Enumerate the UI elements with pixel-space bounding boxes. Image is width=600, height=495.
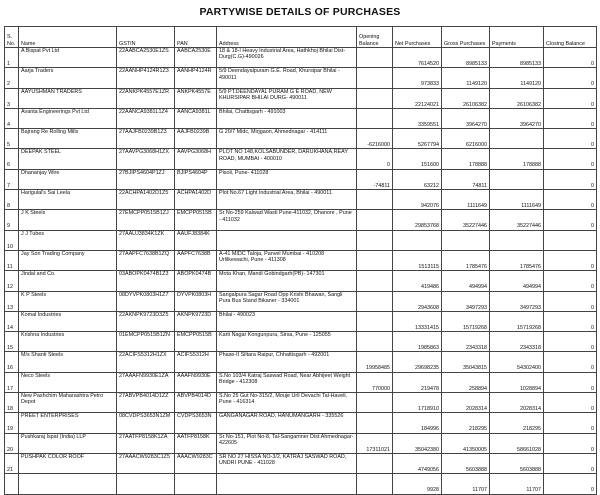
cell-pan: AAAFN9930E [175, 372, 217, 392]
cell-opening-balance [357, 230, 393, 250]
cell-sno: 6 [5, 149, 19, 169]
cell-gross-purchases: 1111649 [442, 190, 490, 210]
cell-name: PREET ENTERPRISES [19, 413, 117, 433]
cell-gstin: 27AAAFN9930E1ZA [117, 372, 175, 392]
table-row [5, 311, 597, 331]
cell-net-purchases: 419486 [393, 271, 442, 291]
cell-name: AAYUSHMAN TRADERS [19, 88, 117, 108]
cell-net-purchases: 3359551 [393, 108, 442, 128]
cell-gross-purchases: 26106382 [442, 88, 490, 108]
page-title: PARTYWISE DETAILS OF PURCHASES [199, 6, 401, 18]
cell-pan: CVDPS3653N [175, 413, 217, 433]
cell-opening-balance [357, 311, 393, 331]
cell-opening-balance [357, 88, 393, 108]
cell-gross-purchases: 258894 [442, 372, 490, 392]
table-row [5, 169, 597, 189]
cell-net-purchases: 29853768 [393, 210, 442, 230]
cell-pan: ABVPB4014D [175, 393, 217, 413]
cell-opening-balance: -74811 [357, 169, 393, 189]
cell-payments: 58661028 [490, 433, 544, 453]
cell-pan: EMCPP0515B [175, 332, 217, 352]
cell-name: K P Steels [19, 291, 117, 311]
cell-address: Bhilai, Chattisgarh - 491003 [217, 108, 357, 128]
cell-net-purchases: 1985863 [393, 332, 442, 352]
cell-opening-balance [357, 453, 393, 473]
table-row [5, 393, 597, 413]
cell-name [19, 474, 117, 494]
table-row [5, 291, 597, 311]
cell-opening-balance [357, 210, 393, 230]
cell-opening-balance: 770000 [357, 372, 393, 392]
table-row [5, 332, 597, 352]
cell-name: Harigulal's Sai Leela [19, 190, 117, 210]
cell-pan: BJIPS4604P [175, 169, 217, 189]
cell-closing-balance: 0 [544, 210, 597, 230]
cell-opening-balance [357, 332, 393, 352]
cell-gstin: 27EMCPP0515B1ZJ [117, 210, 175, 230]
cell-sno: 17 [5, 372, 19, 392]
cell-gstin: 22AKNPK9723D3Z5 [117, 311, 175, 331]
table-row [5, 250, 597, 270]
cell-closing-balance: 0 [544, 393, 597, 413]
cell-name: Aarja Traders [19, 68, 117, 88]
cell-gross-purchases: 11707 [442, 474, 490, 494]
table-row [5, 129, 597, 149]
cell-address: 5/9 Deendayalpuram G.E. Road, Khursipar Bhilai - 490011 [217, 68, 357, 88]
cell-payments: 26106382 [490, 88, 544, 108]
cell-gross-purchases: 35043815 [442, 352, 490, 372]
cell-opening-balance [357, 190, 393, 210]
cell-gross-purchases: 35227446 [442, 210, 490, 230]
table-row [5, 271, 597, 291]
cell-opening-balance: 17311021 [357, 433, 393, 453]
header-address: Address [217, 27, 357, 48]
cell-address: S.No 103/4 Katraj Saswad Road, Near Abhijeet Weight Bridge - 412308 [217, 372, 357, 392]
cell-net-purchases: 35042380 [393, 433, 442, 453]
cell-sno: 10 [5, 230, 19, 250]
cell-closing-balance: 0 [544, 291, 597, 311]
cell-closing-balance: 0 [544, 271, 597, 291]
cell-pan: ACIFS5312H [175, 352, 217, 372]
cell-payments [490, 230, 544, 250]
cell-payments: 54302400 [490, 352, 544, 372]
cell-closing-balance: 0 [544, 372, 597, 392]
cell-net-purchases: 151600 [393, 149, 442, 169]
cell-name: New Pashchim Maharashtra Petro Depot [19, 393, 117, 413]
cell-gross-purchases: 1785476 [442, 250, 490, 270]
table-header-row [5, 27, 597, 48]
cell-gstin: 22ANKPK4557E1ZR [117, 88, 175, 108]
cell-net-purchases: 4749056 [393, 453, 442, 473]
cell-sno: 8 [5, 190, 19, 210]
cell-name: Neco Steels [19, 372, 117, 392]
cell-pan: AAJFB0239B [175, 129, 217, 149]
cell-gross-purchases: 3497293 [442, 291, 490, 311]
cell-net-purchases: 63212 [393, 169, 442, 189]
cell-net-purchases: 1513115 [393, 250, 442, 270]
cell-pan: EMCPP0515B [175, 210, 217, 230]
cell-gstin: 27AATFP8158K1ZA [117, 433, 175, 453]
table-row [5, 48, 597, 68]
cell-closing-balance: 0 [544, 413, 597, 433]
cell-name: Bajrang Re Rolling Mills [19, 129, 117, 149]
cell-pan: AAPFC7638B [175, 250, 217, 270]
cell-pan: AABCA2530E [175, 48, 217, 68]
cell-opening-balance [357, 393, 393, 413]
cell-gstin: 22ACHPA1402D1Z5 [117, 190, 175, 210]
cell-closing-balance: 0 [544, 453, 597, 473]
cell-sno: 16 [5, 352, 19, 372]
cell-payments: 3964270 [490, 108, 544, 128]
cell-net-purchases: 7614520 [393, 48, 442, 68]
cell-opening-balance [357, 108, 393, 128]
cell-address: GANGANAGAR ROAD, HANUMANGARH - 335526 [217, 413, 357, 433]
cell-sno: 18 [5, 393, 19, 413]
cell-payments: 3497293 [490, 291, 544, 311]
cell-name: J K Steels [19, 210, 117, 230]
cell-closing-balance: 0 [544, 108, 597, 128]
cell-gstin: 22AANCA9381L1Z4 [117, 108, 175, 128]
cell-sno: 7 [5, 169, 19, 189]
cell-opening-balance [357, 474, 393, 494]
cell-address: 18 & 18-I Heavy Industrial Area, Hathkhoj Bhilai Dist-Durg(C.G)-490026 [217, 48, 357, 68]
cell-name: Pushkaraj Ispat (India) LLP [19, 433, 117, 453]
cell-payments: 218295 [490, 413, 544, 433]
cell-net-purchases: 22124021 [393, 88, 442, 108]
table-row [5, 108, 597, 128]
cell-closing-balance: 0 [544, 149, 597, 169]
cell-opening-balance [357, 250, 393, 270]
cell-payments: 15719268 [490, 311, 544, 331]
cell-gstin: 27BJIPS4604P1ZJ [117, 169, 175, 189]
cell-opening-balance [357, 291, 393, 311]
cell-gstin: 01EMCPP0515B1ZN [117, 332, 175, 352]
cell-sno: 2 [5, 68, 19, 88]
cell-payments: 2028314 [490, 393, 544, 413]
cell-address: Sr No-151, Plot No-8, Tal-Sangamner Dist.Ahmednagar- 422605 [217, 433, 357, 453]
cell-pan: ACHPA1402D [175, 190, 217, 210]
cell-name: M/s Shanti Steels [19, 352, 117, 372]
cell-address: A-41 MIDC Taloja, Panvel Mumbai - 410208 Urlilkewachi, Pune - 411308 [217, 250, 357, 270]
cell-net-purchases: 942076 [393, 190, 442, 210]
cell-closing-balance: 0 [544, 250, 597, 270]
cell-net-purchases: 5267794 [393, 129, 442, 149]
cell-closing-balance: 0 [544, 88, 597, 108]
cell-pan: AAACW9283C [175, 453, 217, 473]
cell-net-purchases: 219478 [393, 372, 442, 392]
cell-closing-balance: 0 [544, 169, 597, 189]
cell-payments: 1149120 [490, 68, 544, 88]
header-gstin: GSTIN [117, 27, 175, 48]
cell-closing-balance: 0 [544, 474, 597, 494]
cell-address: G 20/7 Midc, Mirjgaon, Ahmednagar - 414111 [217, 129, 357, 149]
cell-name: Komal Industries [19, 311, 117, 331]
cell-address: Bhilai - 490023 [217, 311, 357, 331]
table-row [5, 210, 597, 230]
cell-pan: ANKPK4557E [175, 88, 217, 108]
cell-closing-balance: 0 [544, 48, 597, 68]
cell-address: 5/9 PT.DEENDAYAL PURAM G E ROAD, NEW KHURSIPAR BHILAI DURG- 490011 [217, 88, 357, 108]
cell-sno: 21 [5, 453, 19, 473]
cell-gstin [117, 474, 175, 494]
table-row [5, 433, 597, 453]
cell-gross-purchases: 1149120 [442, 68, 490, 88]
header-gross-purchases: Gross Purchases [442, 27, 490, 48]
cell-gross-purchases: 2028314 [442, 393, 490, 413]
table-row [5, 68, 597, 88]
cell-name: Jindal and Co. [19, 271, 117, 291]
cell-pan [175, 474, 217, 494]
cell-sno: 20 [5, 433, 19, 453]
cell-payments: 1785476 [490, 250, 544, 270]
cell-gross-purchases: 3964270 [442, 108, 490, 128]
cell-address [217, 474, 357, 494]
table-body [5, 48, 597, 495]
cell-opening-balance: 0 [357, 149, 393, 169]
cell-gstin: 27AAVPG3068H1ZX [117, 149, 175, 169]
cell-closing-balance: 0 [544, 129, 597, 149]
cell-opening-balance: 19958485 [357, 352, 393, 372]
cell-address: S.No 25 Gut No-315/2, Mouje Urli Devachi Tal-Haveli, Pune - 416314 [217, 393, 357, 413]
cell-closing-balance: 0 [544, 332, 597, 352]
table-row [5, 474, 597, 494]
cell-gstin: 27AAJFB0239B1Z3 [117, 129, 175, 149]
cell-closing-balance: 0 [544, 190, 597, 210]
cell-gstin: 27AAUJ3834K1ZK [117, 230, 175, 250]
cell-net-purchases: 13331415 [393, 311, 442, 331]
cell-gstin: 27AAACW9283C1Z5 [117, 453, 175, 473]
cell-sno: 1 [5, 48, 19, 68]
table-row [5, 190, 597, 210]
cell-pan: AATFP8158K [175, 433, 217, 453]
cell-opening-balance [357, 271, 393, 291]
cell-sno: 9 [5, 210, 19, 230]
cell-payments: 1111649 [490, 190, 544, 210]
cell-gross-purchases: 2343318 [442, 332, 490, 352]
cell-sno: 19 [5, 413, 19, 433]
cell-closing-balance: 0 [544, 311, 597, 331]
cell-name: Krishna Industries [19, 332, 117, 352]
table-row [5, 352, 597, 372]
table-row [5, 372, 597, 392]
cell-address: Pisoli, Pune- 411028 [217, 169, 357, 189]
cell-sno: 4 [5, 108, 19, 128]
cell-gstin: 03ABOPK0474B1Z3 [117, 271, 175, 291]
cell-pan: ABOPK0474B [175, 271, 217, 291]
cell-sno: 3 [5, 88, 19, 108]
cell-name: Dhananjay Wire [19, 169, 117, 189]
header-closing-balance: Closing Balance [544, 27, 597, 48]
cell-gross-purchases: 5603888 [442, 453, 490, 473]
cell-opening-balance [357, 68, 393, 88]
cell-net-purchases: 973833 [393, 68, 442, 88]
cell-sno: 14 [5, 311, 19, 331]
cell-opening-balance [357, 48, 393, 68]
cell-name: DEEPAK STEEL [19, 149, 117, 169]
cell-closing-balance: 0 [544, 352, 597, 372]
cell-net-purchases: 184996 [393, 413, 442, 433]
cell-gstin: 22AABCA2530E1ZS [117, 48, 175, 68]
cell-gross-purchases: 178888 [442, 149, 490, 169]
cell-payments: 5603888 [490, 453, 544, 473]
cell-gross-purchases: 8985133 [442, 48, 490, 68]
cell-closing-balance: 0 [544, 433, 597, 453]
cell-gross-purchases: 41350005 [442, 433, 490, 453]
cell-payments: 8985133 [490, 48, 544, 68]
cell-address [217, 230, 357, 250]
table-row [5, 453, 597, 473]
header-payments: Payments [490, 27, 544, 48]
table-row [5, 413, 597, 433]
header-opening-balance: Opening Balance [357, 27, 393, 48]
cell-gross-purchases: 6216000 [442, 129, 490, 149]
cell-sno: 5 [5, 129, 19, 149]
cell-name: J J Tubes [19, 230, 117, 250]
cell-net-purchases: 29698235 [393, 352, 442, 372]
cell-pan: AAVPG3068H [175, 149, 217, 169]
cell-gstin: 27ABVPB4014D1ZZ [117, 393, 175, 413]
cell-name: Avanta Engineerings Pvt Ltd [19, 108, 117, 128]
cell-sno: 13 [5, 291, 19, 311]
cell-address: SR NO 27 HISSA NO-3/2, KATRAJ SASWAD ROAD, UNDRI PUNE - 411028 [217, 453, 357, 473]
header-pan: PAN [175, 27, 217, 48]
cell-pan: AAUFJ8384K [175, 230, 217, 250]
cell-closing-balance: 0 [544, 68, 597, 88]
cell-pan: AKNPK9723D [175, 311, 217, 331]
purchases-table [4, 26, 597, 495]
cell-gstin: 27AAPFC7638B1ZQ [117, 250, 175, 270]
cell-sno: 11 [5, 250, 19, 270]
cell-gstin: 08CVDPS3653N1ZM [117, 413, 175, 433]
cell-payments: 1028894 [490, 372, 544, 392]
cell-gstin: 22AANHP4124R1Z3 [117, 68, 175, 88]
cell-sno: 12 [5, 271, 19, 291]
cell-pan: AANHP4124R [175, 68, 217, 88]
cell-payments [490, 169, 544, 189]
cell-pan: AANCA9381L [175, 108, 217, 128]
cell-gstin: 08DYVPK0803H1Z7 [117, 291, 175, 311]
cell-address: Sr No-259 Kalwad Wasti Pune-411032, Dhanore , Pune - 411032 [217, 210, 357, 230]
cell-name: Jay Son Trading Company [19, 250, 117, 270]
cell-sno: 15 [5, 332, 19, 352]
table-row [5, 149, 597, 169]
cell-address: Plot No.67 Light Industrial Area, Bhilai - 490011 [217, 190, 357, 210]
cell-gross-purchases: 74811 [442, 169, 490, 189]
cell-address: Karti Nagar Kongunpura, Sirsa, Pune - 125055 [217, 332, 357, 352]
cell-payments: 35227446 [490, 210, 544, 230]
table-row [5, 88, 597, 108]
header-name: Name [19, 27, 117, 48]
cell-gross-purchases: 218295 [442, 413, 490, 433]
cell-net-purchases: 2943608 [393, 291, 442, 311]
cell-payments: 178888 [490, 149, 544, 169]
cell-pan: DYVPK0803H [175, 291, 217, 311]
cell-gstin: 22ACIFS5312H1ZX [117, 352, 175, 372]
cell-sno [5, 474, 19, 494]
cell-closing-balance [544, 230, 597, 250]
cell-payments: 2343318 [490, 332, 544, 352]
header-net-purchases: Net Purchases [393, 27, 442, 48]
cell-address: PLOT NO 148,KOLSABUNDER, DARUKHANA,REAY ROAD, MUMBAI - 400010 [217, 149, 357, 169]
header-sno: S. No. [5, 27, 19, 48]
cell-address: Phase-II Siltara Raipur, Chhattisgarh - 492001 [217, 352, 357, 372]
cell-gross-purchases: 15719268 [442, 311, 490, 331]
cell-opening-balance [357, 413, 393, 433]
cell-payments [490, 129, 544, 149]
cell-name: PUSHPAK COLOR ROOF [19, 453, 117, 473]
cell-address: Mota Khan, Mandi Gobindgarh(PB)- 147301 [217, 271, 357, 291]
cell-opening-balance: -6216000 [357, 129, 393, 149]
cell-payments: 11707 [490, 474, 544, 494]
cell-gross-purchases [442, 230, 490, 250]
cell-address: Sangalpura Sagar Road Opp Krishi Bhawan, Sangli Pura Bus Stand Bikaner - 334001 [217, 291, 357, 311]
cell-net-purchases [393, 230, 442, 250]
cell-net-purchases: 9928 [393, 474, 442, 494]
cell-payments: 494994 [490, 271, 544, 291]
cell-net-purchases: 1718910 [393, 393, 442, 413]
table-row [5, 230, 597, 250]
cell-name: A Bispat Pvt Ltd [19, 48, 117, 68]
cell-gross-purchases: 494994 [442, 271, 490, 291]
